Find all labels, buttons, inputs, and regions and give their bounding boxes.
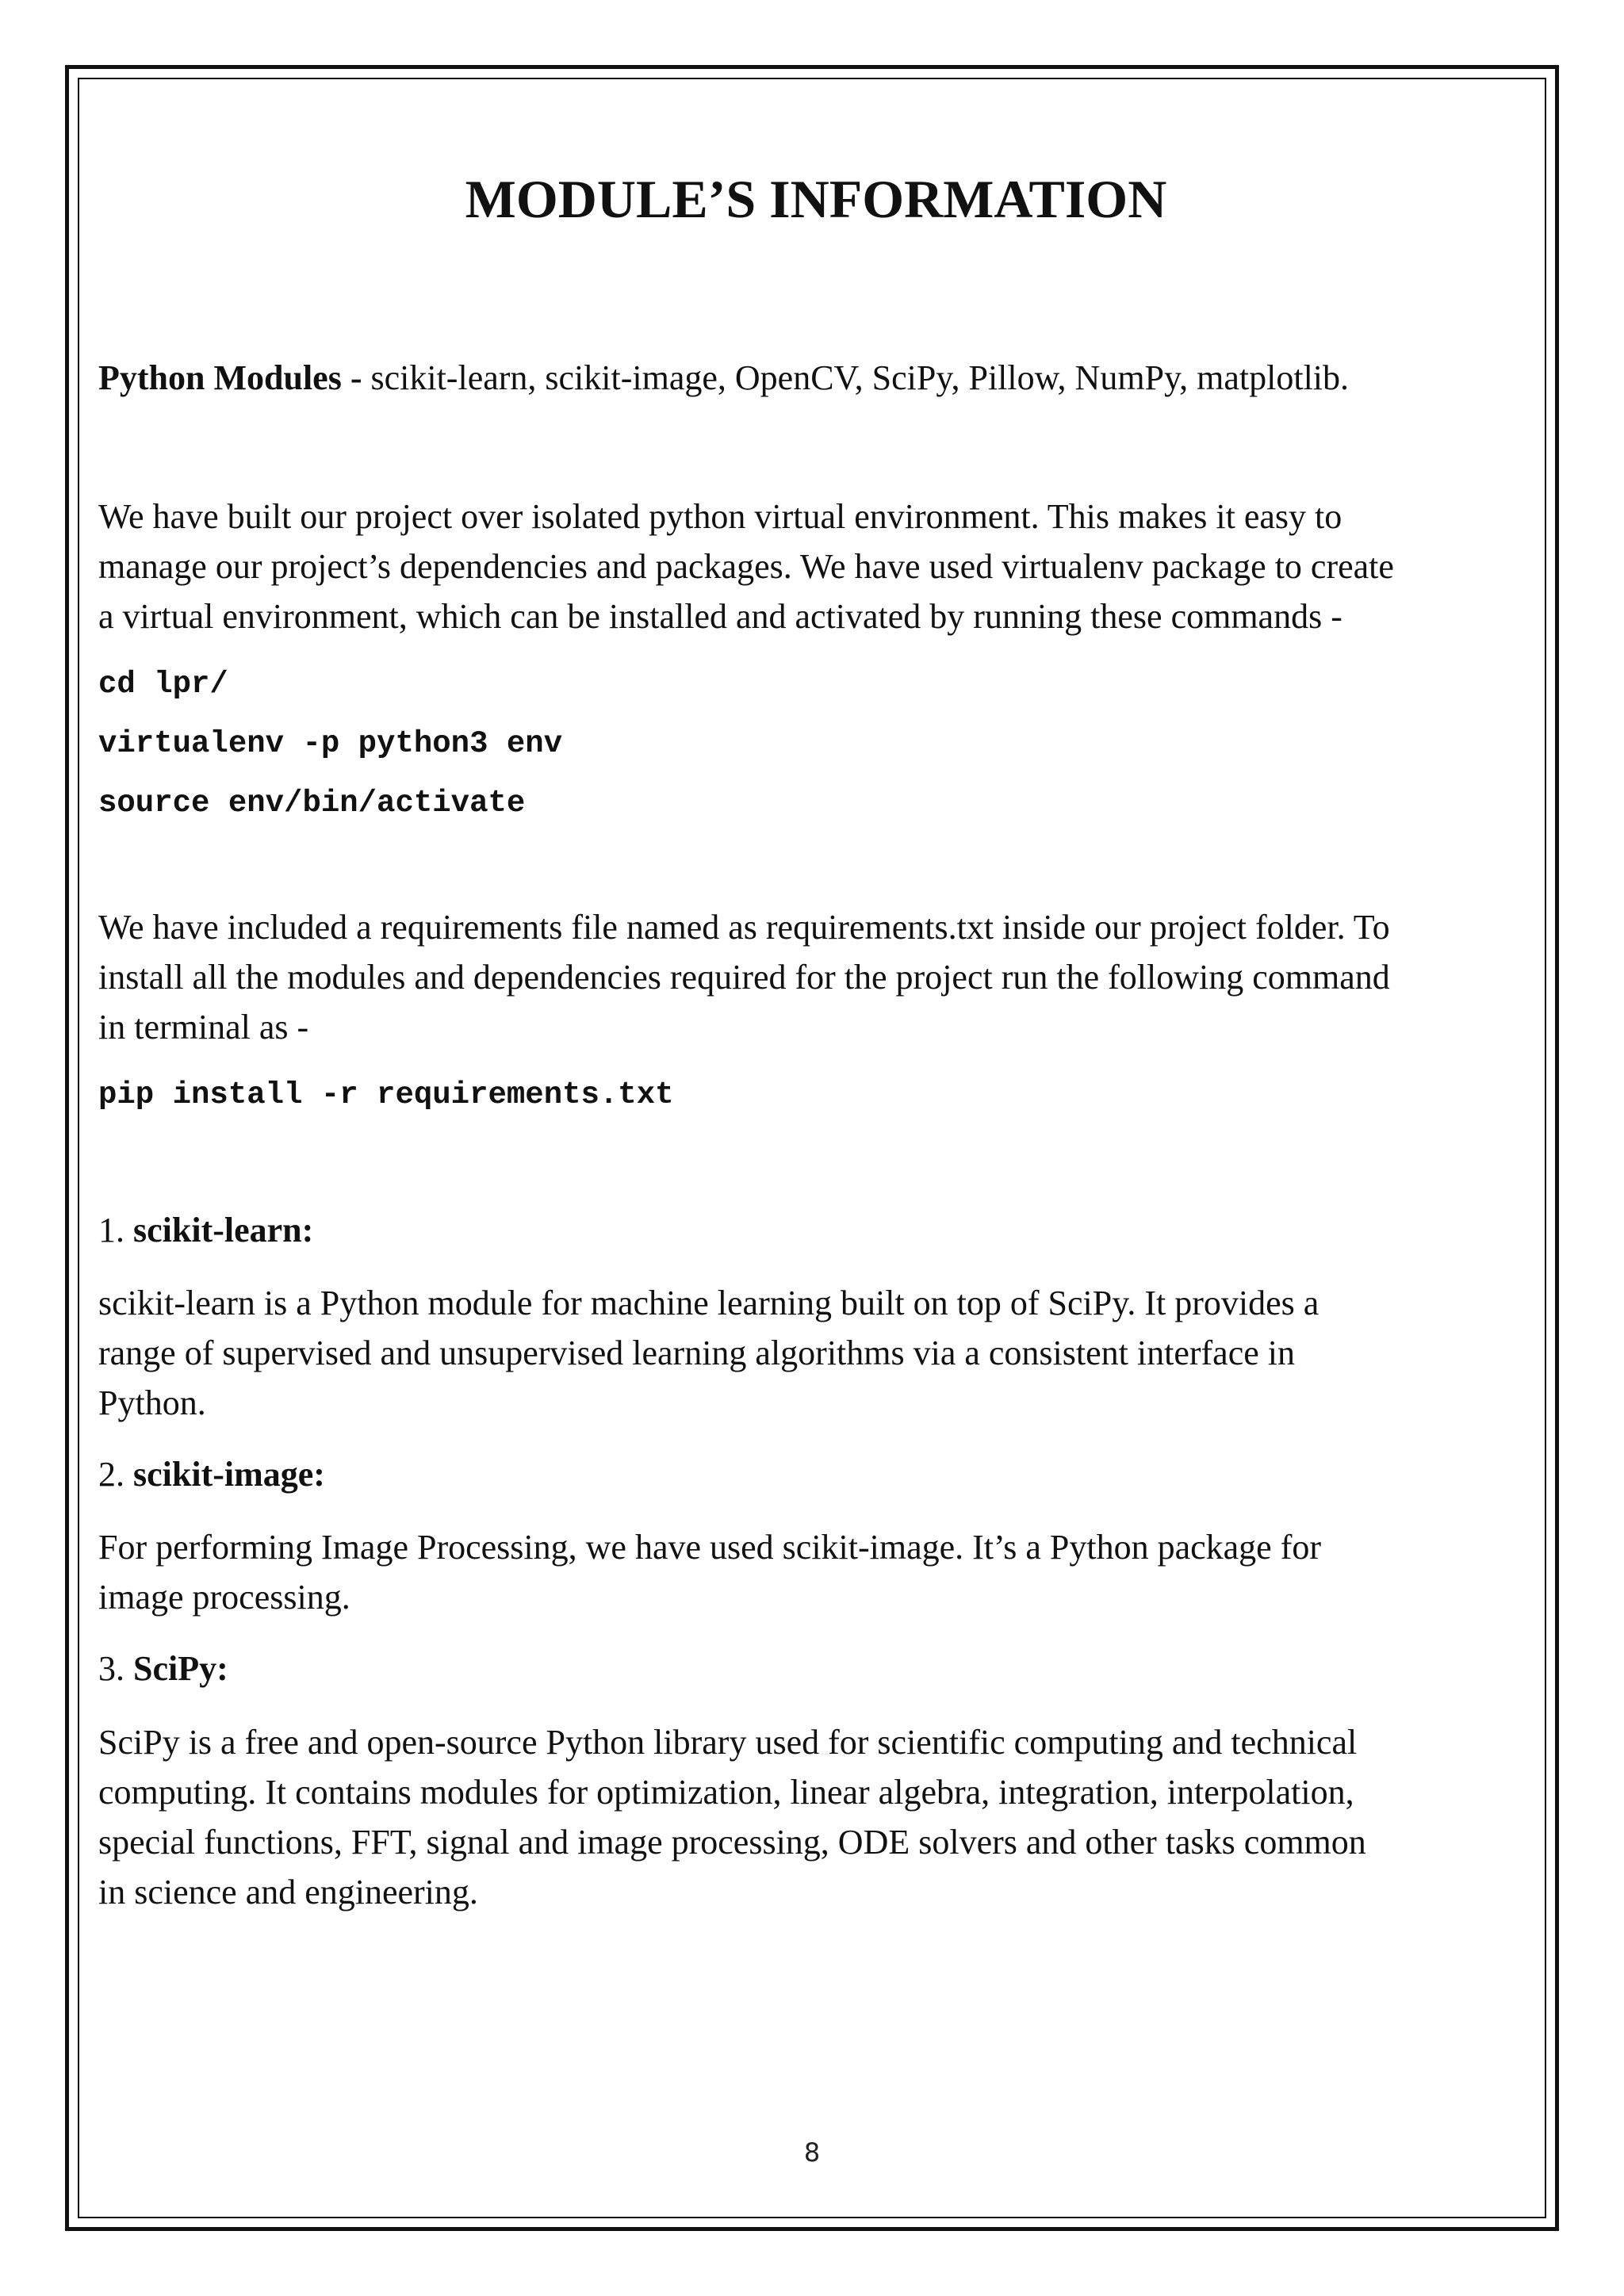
section-name: SciPy: [133, 1649, 228, 1688]
section-body-line: range of supervised and unsupervised learning algorithms via a consistent interface in [98, 1334, 1295, 1372]
section-body-scikit-learn [98, 1278, 1534, 1428]
section-body-line: SciPy is a free and open-source Python library used for scientific computing and technical [98, 1723, 1358, 1762]
section-body-line: special functions, FFT, signal and image processing, ODE solvers and other tasks common [98, 1823, 1366, 1862]
python-modules-line [98, 353, 1534, 403]
venv-paragraph-line: a virtual environment, which can be installed and activated by running these commands - [98, 597, 1342, 636]
section-name: scikit-image: [133, 1455, 325, 1494]
section-body-scikit-image [98, 1522, 1534, 1622]
venv-paragraph-line: manage our project’s dependencies and packages. We have used virtualenv package to create [98, 547, 1394, 586]
page-number: 8 [803, 2137, 821, 2168]
venv-command-activate: source env/bin/activate [98, 786, 526, 821]
section-heading-scipy [98, 1644, 228, 1693]
section-body-scipy [98, 1717, 1534, 1917]
requirements-paragraph-line: in terminal as - [98, 1008, 309, 1047]
venv-paragraph [98, 492, 1534, 641]
section-heading-scikit-image [98, 1449, 325, 1499]
venv-command-cd: cd lpr/ [98, 667, 228, 702]
page-title: MODULE’S INFORMATION [465, 169, 1167, 229]
requirements-paragraph-line: install all the modules and dependencies required for the project run the following command [98, 958, 1390, 997]
requirements-paragraph [98, 902, 1534, 1052]
section-name: scikit-learn: [133, 1211, 314, 1249]
section-body-line: scikit-learn is a Python module for machine learning built on top of SciPy. It provides a [98, 1284, 1320, 1322]
section-body-line: computing. It contains modules for optimization, linear algebra, integration, interpolation, [98, 1773, 1354, 1812]
section-heading-scikit-learn [98, 1205, 313, 1255]
python-modules-label: Python Modules - [98, 358, 362, 397]
section-number: 2. [98, 1455, 133, 1494]
venv-paragraph-line: We have built our project over isolated python virtual environment. This makes it easy to [98, 497, 1342, 536]
requirements-command: pip install -r requirements.txt [98, 1077, 674, 1112]
section-body-line: Python. [98, 1383, 206, 1422]
section-body-line: image processing. [98, 1578, 350, 1617]
section-body-line: For performing Image Processing, we have used scikit-image. It’s a Python package for [98, 1528, 1322, 1567]
requirements-paragraph-line: We have included a requirements file named as requirements.txt inside our project folder. To [98, 908, 1390, 947]
section-body-line: in science and engineering. [98, 1873, 478, 1911]
venv-command-create: virtualenv -p python3 env [98, 726, 563, 761]
python-modules-list: scikit-learn, scikit-image, OpenCV, SciPy, Pillow, NumPy, matplotlib. [362, 358, 1350, 397]
section-number: 3. [98, 1649, 133, 1688]
section-number: 1. [98, 1211, 133, 1249]
